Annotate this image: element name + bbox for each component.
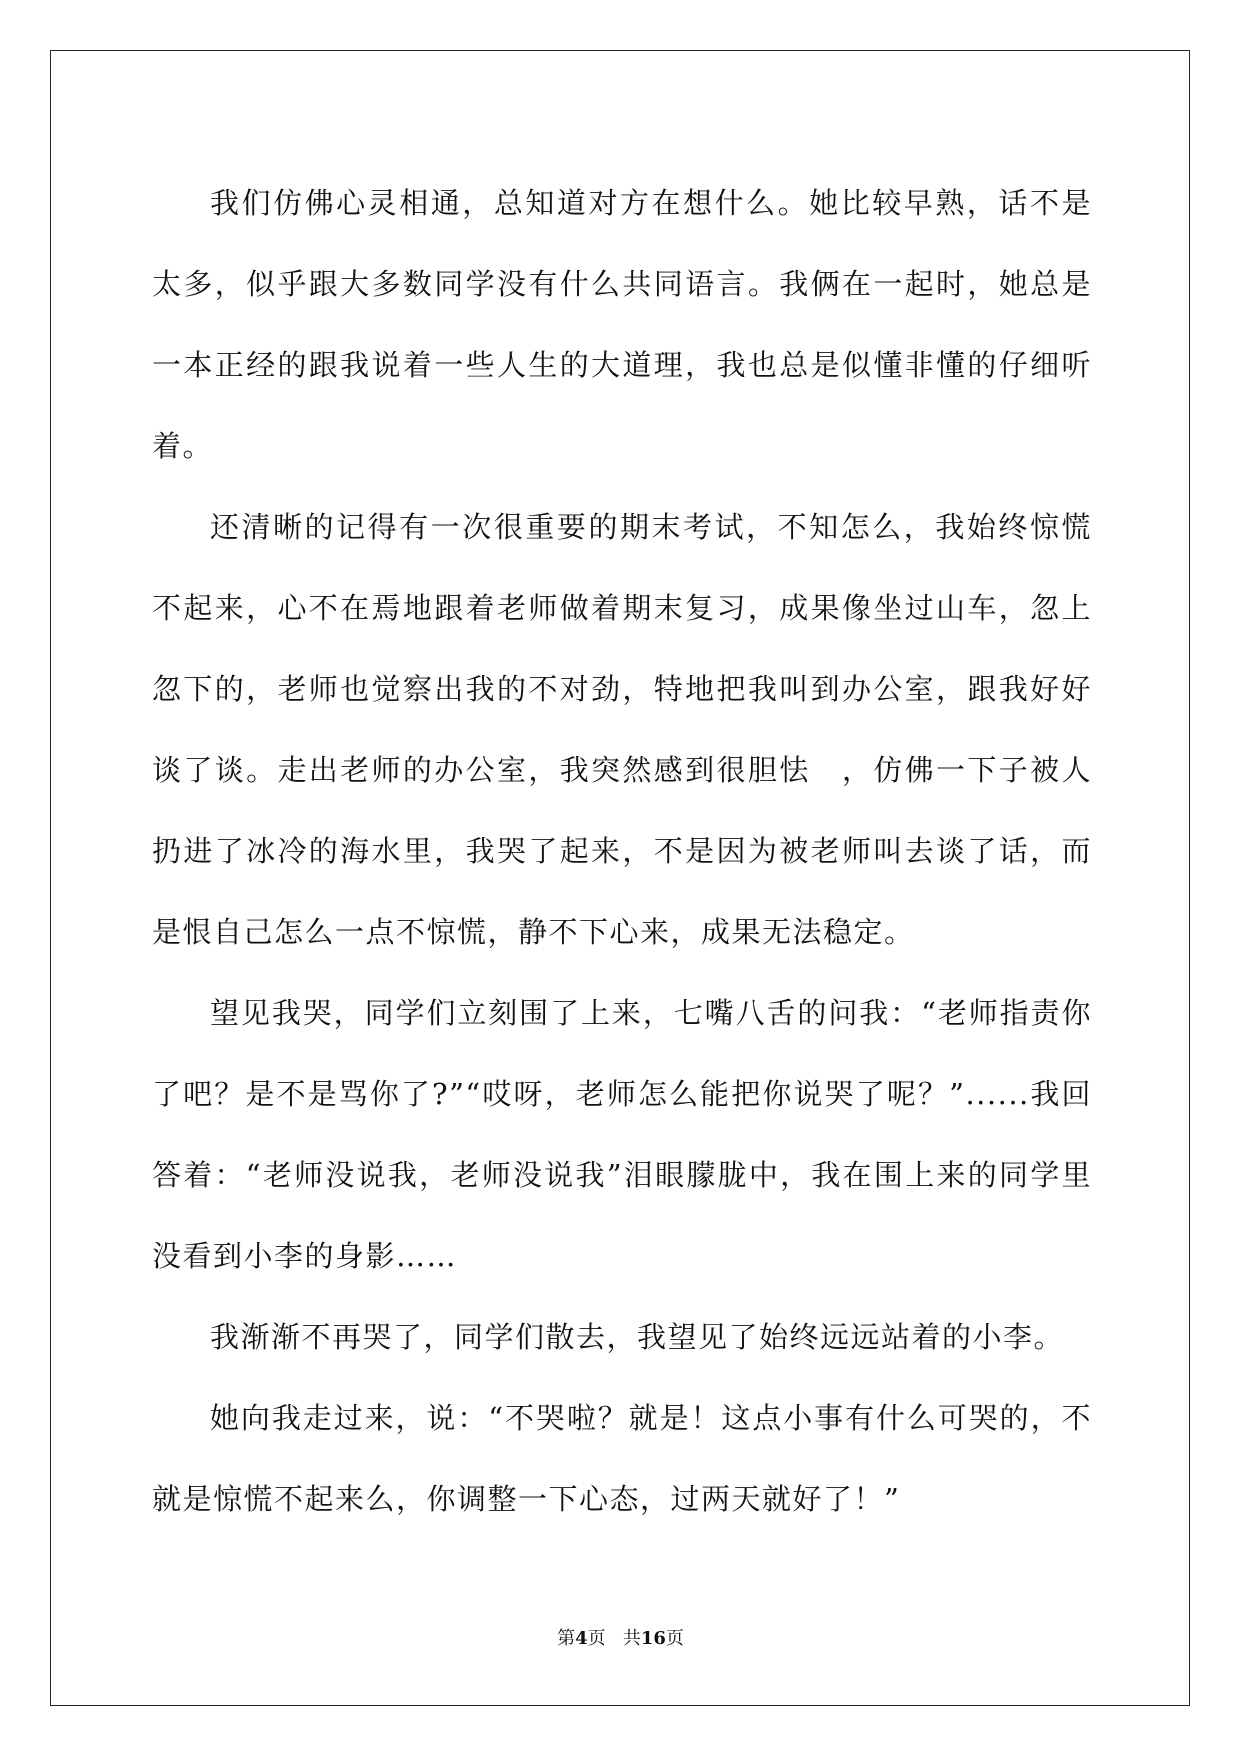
paragraph: 还清晰的记得有一次很重要的期末考试，不知怎么，我始终惊慌不起来，心不在焉地跟着老师做着期末复习，成果像坐过山车，忽上忽下的，老师也觉察出我的不对劲，特地把我叫到办公室，跟我好好谈了谈。走出老师的办公室，我突然感到很胆怯 ，仿佛一下子被人扔进了冰冷的海水里，我哭了起来，不是因为被老师叫去谈了话，而是恨自己怎么一点不惊慌，静不下心来，成果无法稳定。 [152,510,1092,949]
total-suffix: 页 [665,1628,684,1649]
total-prefix: 共 [622,1628,641,1649]
page-current: 4 [575,1628,588,1649]
page-prefix: 第 [557,1628,576,1649]
paragraph: 望见我哭，同学们立刻围了上来，七嘴八舌的问我：“老师指责你了吧？是不是骂你了?”“哎呀，老师怎么能把你说哭了呢？”......我回答着：“老师没说我，老师没说我”泪眼朦胧中，我在围上来的同学里没看到小李的身影…… [152,996,1092,1273]
page-total: 16 [640,1628,666,1649]
page-suffix: 页 [587,1628,606,1649]
paragraph: 她向我走过来，说：“不哭啦？就是！这点小事有什么可哭的，不就是惊慌不起来么，你调整一下心态，过两天就好了！” [152,1401,1092,1516]
page-number-footer [0,1627,1241,1651]
paragraph: 我渐渐不再哭了，同学们散去，我望见了始终远远站着的小李。 [210,1320,1065,1354]
paragraph: 我们仿佛心灵相通，总知道对方在想什么。她比较早熟，话不是太多，似乎跟大多数同学没有什么共同语言。我俩在一起时，她总是一本正经的跟我说着一些人生的大道理，我也总是似懂非懂的仔细听着。 [152,186,1092,463]
document-body [152,163,1092,1540]
